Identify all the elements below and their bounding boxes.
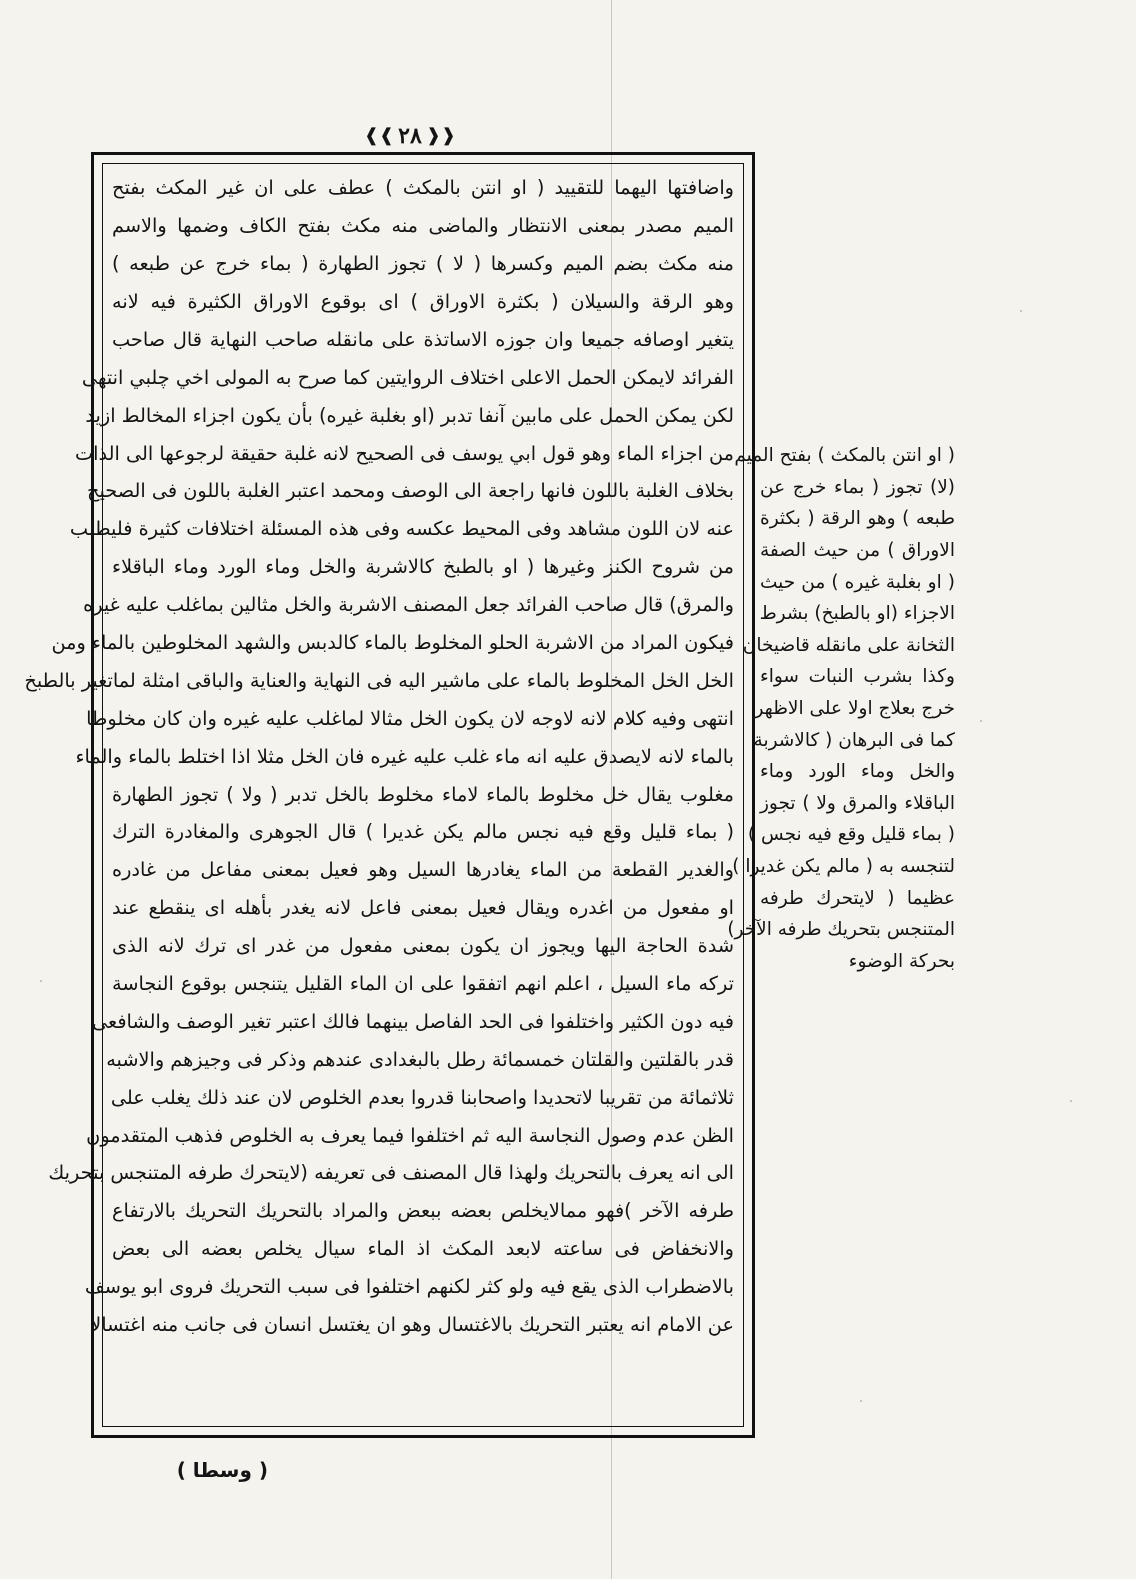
- ornament-right-icon: ❱❱: [425, 125, 456, 146]
- text-line: [106, 1040, 734, 1078]
- margin-note-line-text: والخل وماء الورد وماء: [760, 761, 955, 783]
- text-line-text: والغدير القطعة من الماء يغادرها السيل وهو فعيل بمعنى مفاعل من غادره: [112, 858, 734, 882]
- text-line: [112, 1192, 734, 1230]
- text-line-text: لكن يمكن الحمل على مابين آنفا تدبر (او بغلبة غيره) بأن يكون اجزاء المخالط ازيد: [85, 403, 734, 427]
- main-text-frame: [24, 152, 755, 1438]
- text-line-text: الفرائد لايمكن الحمل الاعلى اختلاف الروايتين كما صرح به المولى اخي چلبي انتهى: [81, 365, 734, 389]
- text-line: [112, 283, 734, 321]
- margin-note-line-text: ( او انتن بالمكث ) بفتح الميم: [734, 445, 955, 467]
- text-line: [112, 207, 734, 245]
- margin-note-line: [727, 914, 955, 946]
- main-text-body: [24, 169, 734, 1425]
- text-line: [87, 472, 734, 510]
- margin-note-line: [742, 630, 955, 662]
- margin-note-line-text: المتنجس بتحريك طرفه الآخر): [727, 919, 955, 941]
- margin-note-line: [760, 788, 955, 820]
- text-line-text: الى انه يعرف بالتحريك ولهذا قال المصنف فى تعريفه (لايتحرك طرفه المتنجس بتحريك: [48, 1161, 734, 1185]
- text-line-text: الخل الخل المخلوط بالماء على ماشير اليه فى النهاية والعناية والباقى امثلة لماتغير بالطبخ: [24, 668, 734, 692]
- margin-note-line: [732, 851, 955, 883]
- text-line: [84, 1268, 734, 1306]
- text-line-text: عنه لان اللون مشاهد وفى المحيط عكسه وفى هذه المسئلة اختلافات كثيرة فليطلب: [69, 517, 734, 541]
- text-line-text: انتهى وفيه كلام لانه لاوجه لان يكون الخل مثالا لماغلب عليه غيره وان كان مخلوطا: [86, 706, 734, 730]
- text-line-text: عن الامام انه يعتبر التحريك بالاغتسال وهو ان يغتسل انسان فى جانب منه اغتسالا: [90, 1313, 734, 1337]
- text-line-text: ( بماء قليل وقع فيه نجس مالم يكن غديرا ) قال الجوهرى والمغادرة الترك: [112, 820, 734, 844]
- text-line: [75, 737, 734, 775]
- margin-note-line-text: بحركة الوضوء: [848, 950, 955, 972]
- margin-commentary: [727, 440, 955, 977]
- text-line-text: مغلوب يقال خل مخلوط بالماء لاماء مخلوط بالخل تدبر ( ولا ) تجوز الطهارة: [112, 782, 734, 806]
- margin-note-line: [760, 472, 955, 504]
- text-line: [112, 927, 734, 965]
- text-line: [48, 1154, 734, 1192]
- text-line: [51, 624, 734, 662]
- text-line: [112, 245, 734, 283]
- catchword: ( وسطا ): [176, 1458, 268, 1482]
- paper-speck: [40, 980, 42, 982]
- text-line: [86, 1116, 734, 1154]
- text-line-text: والانخفاض فى ساعته لابعد المكث اذ الماء سيال يخلص بعضه الى بعض: [112, 1237, 734, 1261]
- margin-note-line-text: ( او بغلبة غيره ) من حيث: [760, 571, 955, 593]
- text-line-text: بالماء لانه لايصدق عليه انه ماء غلب عليه غيره فان الخل مثلا اذا اختلط بالماء والماء: [75, 744, 734, 768]
- text-line: [112, 1078, 734, 1116]
- margin-note-line: [760, 535, 955, 567]
- text-line: [112, 889, 734, 927]
- margin-note-line: [760, 882, 955, 914]
- margin-note-line-text: لتنجسه به ( مالم يكن غديرا ): [732, 856, 955, 878]
- text-line-text: تركه ماء السيل ، اعلم انهم اتفقوا على ان الماء القليل يتنجس بوقوع النجاسة: [112, 972, 734, 995]
- text-line: [112, 775, 734, 813]
- text-line-text: او مفعول من اغدره ويقال فعيل بمعنى فاعل لانه يغدر بأهله اى ينقطع عند: [112, 896, 734, 920]
- margin-note-line: [760, 946, 955, 978]
- margin-note-line-text: طبعه ) وهو الرقة ( بكثرة: [760, 508, 955, 530]
- text-line: [86, 699, 734, 737]
- margin-note-line-text: ( بماء قليل وقع فيه نجس ): [747, 824, 955, 846]
- margin-note-line: [760, 566, 955, 598]
- paper-speck: [980, 720, 982, 722]
- margin-note-line-text: الباقلاء والمرق ولا ) تجوز: [760, 792, 955, 814]
- margin-note-line: [754, 693, 955, 725]
- ornament-left-icon: ❰❰: [364, 125, 395, 146]
- margin-note-line-text: (لا) تجوز ( بماء خرج عن: [760, 476, 955, 498]
- margin-note-line: [760, 598, 955, 630]
- paper-speck: [860, 1400, 862, 1402]
- text-line: [112, 321, 734, 359]
- margin-note-line-text: خرج بعلاج اولا على الاظهر: [754, 698, 955, 720]
- margin-note-line-text: الاجزاء (او بالطبخ) بشرط: [759, 603, 955, 625]
- text-line: [112, 548, 734, 586]
- margin-note-line: [753, 724, 955, 756]
- page-number: ٢٨: [398, 123, 422, 149]
- text-line-text: منه مكث بضم الميم وكسرها ( لا ) تجوز الطهارة ( بماء خرج عن طبعه ): [112, 252, 734, 276]
- margin-note-line-text: الاوراق ) من حيث الصفة: [760, 540, 955, 562]
- text-line-text: الظن عدم وصول النجاسة اليه ثم اختلفوا فيما يعرف به الخلوص فذهب المتقدمون: [86, 1123, 734, 1147]
- text-line: [91, 1003, 734, 1041]
- text-line-text: بخلاف الغلبة باللون فانها راجعة الى الوصف ومحمد اعتبر الغلبة باللون فى الصحيح: [87, 479, 734, 503]
- text-line-text: وهو الرقة والسيلان ( بكثرة الاوراق ) اى بوقوع الاوراق الكثيرة فيه لانه: [112, 289, 734, 313]
- text-line: [112, 965, 734, 1003]
- text-line: [83, 586, 734, 624]
- text-line-text: من شروح الكنز وغيرها ( او بالطبخ كالاشربة والخل وماء الورد وماء الباقلاء: [112, 555, 734, 579]
- text-line: [112, 851, 734, 889]
- text-line-text: فيه دون الكثير واختلفوا فى الحد الفاصل بينهما فالك اعتبر تغير الوصف والشافعى: [91, 1009, 734, 1033]
- text-line-text: والمرق) قال صاحب الفرائد جعل المصنف الاشربة والخل مثالين بماغلب عليه غيره: [83, 593, 734, 617]
- text-line: [74, 434, 734, 472]
- text-line-text: ثلاثمائة من تقريبا لاتحديدا واصحابنا قدروا بعدم الخلوص لان عند ذلك يغلب على: [110, 1085, 734, 1109]
- text-line-text: طرفه الآخر )فهو ممالايخلص بعضه ببعض والمراد بالتحريك التحريك بالارتفاع: [112, 1199, 734, 1223]
- margin-note-line-text: عظيما ( لايتحرك طرفه: [760, 887, 955, 909]
- text-line-text: واضافتها اليهما للتقييد ( او انتن بالمكث ) عطف على ان غير المكث بفتح: [112, 176, 734, 200]
- margin-note-line-text: وكذا بشرب النبات سواء: [760, 666, 955, 688]
- text-line-text: يتغير اوصافه جميعا وان جوزه الاساتذة على مانقله صاحب النهاية قال صاحب: [112, 327, 734, 351]
- text-line: [112, 169, 734, 207]
- paper-speck: [1070, 1100, 1072, 1102]
- margin-note-line: [734, 440, 955, 472]
- margin-note-line-text: كما فى البرهان ( كالاشربة: [753, 729, 955, 751]
- margin-note-line: [760, 756, 955, 788]
- text-line: [24, 662, 734, 700]
- text-line-text: قدر بالقلتين والقلتان خمسمائة رطل بالبغدادى عندهم وذكر فى وجيزهم والاشبه: [106, 1047, 734, 1071]
- page-number-header: [330, 118, 490, 154]
- text-line: [81, 358, 734, 396]
- text-line: [85, 396, 734, 434]
- margin-note-line: [747, 819, 955, 851]
- text-line: [69, 510, 734, 548]
- paper-speck: [1020, 310, 1022, 312]
- text-line-text: بالاضطراب الذى يقع فيه ولو كثر لكنهم اختلفوا فى سبب التحريك فروى ابو يوسف: [84, 1275, 734, 1299]
- text-line-text: شدة الحاجة اليها ويجوز ان يكون بمعنى مفعول من غدر اى ترك لانه الذى: [112, 934, 734, 958]
- text-line-text: الميم مصدر بمعنى الانتظار والماضى منه مكث بفتح الكاف وضمها والاسم: [112, 214, 734, 238]
- margin-note-line-text: الثخانة على مانقله قاضيخان: [742, 634, 955, 656]
- text-line: [112, 813, 734, 851]
- text-line: [112, 1230, 734, 1268]
- margin-note-line: [760, 661, 955, 693]
- margin-note-line: [760, 503, 955, 535]
- text-line: [90, 1306, 734, 1344]
- text-line-text: فيكون المراد من الاشربة الحلو المخلوط بالماء كالدبس والشهد المخلوطين بالماء ومن: [51, 630, 734, 654]
- text-line-text: من اجزاء الماء وهو قول ابي يوسف فى الصحيح لانه غلبة حقيقة لرجوعها الى الذات: [74, 441, 734, 465]
